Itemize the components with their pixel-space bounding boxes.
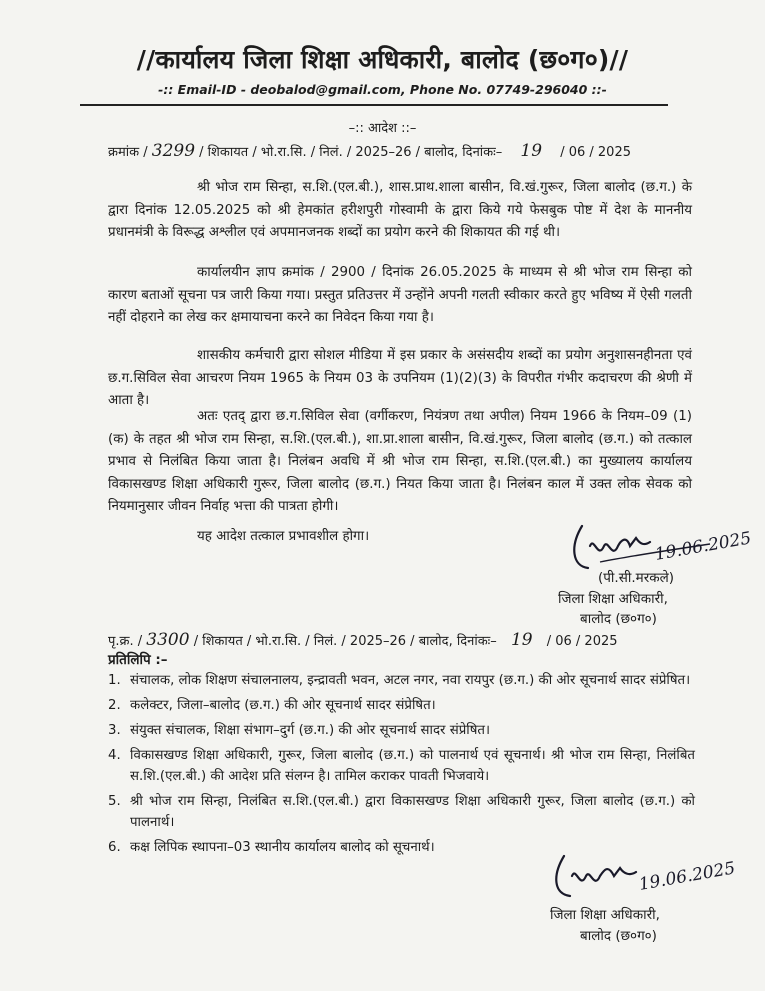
- list-item: 6. कक्ष लिपिक स्थापना–03 स्थानीय कार्यालय बालोद को सूचनार्थ।: [108, 840, 435, 855]
- ref-number: 3299: [151, 141, 196, 161]
- ref-middle: / शिकायत / भो.रा.सि. / निलं. / 2025–26 / बालोद, दिनांकः–: [199, 145, 503, 160]
- ref2-prefix: पृ.क्र. /: [108, 634, 143, 649]
- ref2-number: 3300: [146, 630, 190, 650]
- list-item: 3. संयुक्त संचालक, शिक्षा संभाग–दुर्ग (छ.ग.) की ओर सूचनार्थ सादर संप्रेषित।: [108, 723, 491, 738]
- ref-suffix: / 06 / 2025: [560, 145, 631, 160]
- signatory-name: (पी.सी.मरकले): [598, 570, 675, 586]
- signatory-place-2: बालोद (छ०ग०): [580, 928, 657, 944]
- handwritten-signature-2: [544, 850, 737, 910]
- reference-line-1: [108, 141, 631, 161]
- signatory-designation-2: जिला शिक्षा अधिकारी,: [550, 907, 660, 923]
- ref2-suffix: / 06 / 2025: [546, 634, 618, 649]
- order-heading: –:: आदेश ::–: [348, 121, 417, 136]
- ref-day: 19: [520, 141, 543, 161]
- signature-1-date: 19.06.2025: [653, 528, 753, 565]
- list-item: 4. विकासखण्ड शिक्षा अधिकारी, गुरूर, जिला बालोद (छ.ग.) को पालनार्थ एवं सूचनार्थ। श्री भोज राम सिन्हा, निलंबित स.शि.(एल.बी.) की आदेश प्रति संलग्न है। तामिल कराकर पावती भिजवाये।: [108, 748, 695, 784]
- signatory-designation-1: जिला शिक्षा अधिकारी,: [558, 591, 668, 607]
- list-item: 1. संचालक, लोक शिक्षण संचालनालय, इन्द्रावती भवन, अटल नगर, नवा रायपुर (छ.ग.) की ओर सूचनार्थ सादर संप्रेषित।: [108, 673, 691, 688]
- copy-heading: प्रतिलिपि :–: [108, 652, 168, 668]
- signatory-place-1: बालोद (छ०ग०): [580, 611, 657, 627]
- list-item: 5. श्री भोज राम सिन्हा, निलंबित स.शि.(एल.बी.) द्वारा विकासखण्ड शिक्षा अधिकारी गुरूर, जिला बालोद (छ.ग.) को पालनार्थ।: [108, 794, 695, 830]
- ref2-day: 19: [510, 630, 533, 650]
- copy-list: [108, 670, 695, 862]
- paragraph-4: अतः एतद् द्वारा छ.ग.सिविल सेवा (वर्गीकरण, नियंत्रण तथा अपील) नियम 1966 के नियम–09 (1)(क) के तहत श्री भोज राम सिन्हा, स.शि.(एल.बी.), शा.प्रा.शाला बासीन, वि.खं.गुरूर, जिला बालोद (छ.ग.) को तत्काल प्रभाव से निलंबित किया जाता है। निलंबन अवधि में श्री भोज राम सिन्हा, स.शि.(एल.बी.) का मुख्यालय कार्यालय विकासखण्ड शिक्षा अधिकारी गुरूर, जिला बालोद (छ.ग.) नियत किया जाता है। निलंबन काल में उक्त लोक सेवक को नियमानुसार जीवन निर्वाह भत्ता की पात्रता होगी।: [108, 409, 692, 514]
- paragraph-2: कार्यालयीन ज्ञाप क्रमांक / 2900 / दिनांक 26.05.2025 के माध्यम से श्री भोज राम सिन्हा को कारण बताओं सूचना पत्र जारी किया गया। प्रस्तुत प्रतिउत्तर में उन्होंने अपनी गलती स्वीकार करते हुए भविष्य में ऐसी गलती नहीं दोहराने का लेख कर क्षमायाचना करने का निवेदन किया गया है।: [108, 265, 692, 325]
- office-title: //कार्यालय जिला शिक्षा अधिकारी, बालोद (छ०ग०)//: [136, 45, 629, 74]
- paragraph-5: यह आदेश तत्काल प्रभावशील होगा।: [197, 529, 370, 544]
- signature-2-date: 19.06.2025: [637, 858, 737, 895]
- paragraph-1: श्री भोज राम सिन्हा, स.शि.(एल.बी.), शास.प्राथ.शाला बासीन, वि.खं.गुरूर, जिला बालोद (छ.ग.) के द्वारा दिनांक 12.05.2025 को श्री हेमकांत हरीशपुरी गोस्वामी के द्वारा किये गये फेसबुक पोष्ट में देश के माननीय प्रधानमंत्री के विरूद्ध अश्लील एवं अपमानजनक शब्दों का प्रयोग करने की शिकायत की गई थी।: [108, 180, 692, 240]
- header-divider: [80, 104, 668, 106]
- ref2-middle: / शिकायत / भो.रा.सि. / निलं. / 2025–26 / बालोद, दिनांकः–: [193, 634, 497, 649]
- paragraph-3: शासकीय कर्मचारी द्वारा सोशल मीडिया में इस प्रकार के असंसदीय शब्दों का प्रयोग अनुशासनहीनता एवं छ.ग.सिविल सेवा आचरण नियम 1965 के नियम 03 के उपनियम (1)(2)(3) के विपरीत गंभीर कदाचरण की श्रेणी में आता है।: [108, 348, 692, 408]
- reference-line-2: [108, 630, 618, 650]
- ref-prefix: क्रमांक /: [108, 145, 148, 160]
- contact-line: -:: Email-ID - deobalod@gmail.com, Phone No. 07749-296040 ::-: [158, 82, 607, 97]
- list-item: 2. कलेक्टर, जिला–बालोद (छ.ग.) की ओर सूचनार्थ सादर संप्रेषित।: [108, 698, 436, 713]
